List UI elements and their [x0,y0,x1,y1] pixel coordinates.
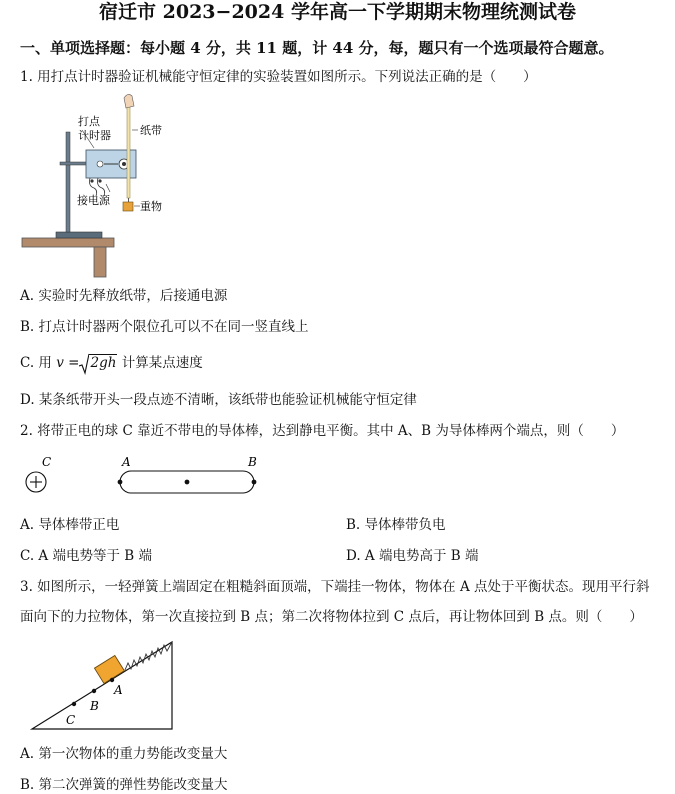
q3-option-a: A. 第一次物体的重力势能改变量大 [20,746,228,762]
incline-point-a [110,678,114,682]
point-b [252,480,257,485]
label-tape: 纸带 [140,124,162,137]
incline-point-c [72,702,76,706]
q1-stem: 1. 用打点计时器验证机械能守恒定律的实验装置如图所示。下列说法正确的是（ ） [20,69,537,85]
label-a: A [122,455,131,469]
section-heading: 一、单项选择题：每小题 4 分，共 11 题，计 44 分，每，题只有一个选项最符合题意。 [20,39,614,57]
q1-option-a: A. 实验时先释放纸带，后接通电源 [20,288,228,304]
q2-option-a: A. 导体棒带正电 [20,517,120,533]
sqrt-sign-icon [79,353,89,375]
label-timer-1: 打点 [78,115,100,128]
q1-option-b: B. 打点计时器两个限位孔可以不在同一竖直线上 [20,319,309,335]
label-ball-c: C [42,455,52,469]
q1-option-c-radicand: 2gh [90,355,117,371]
point-mid [185,480,190,485]
stand-base [56,232,102,238]
q1-option-c-suffix: 计算某点速度 [121,355,203,371]
q1-apparatus-figure [20,92,170,280]
q3-incline-figure [24,636,184,734]
q2-option-d: D. A 端电势高于 B 端 [346,548,479,564]
hand [124,94,134,108]
label-c: C [66,713,76,727]
q1-option-c-prefix: C. 用 [20,355,52,371]
paper-tape [127,106,130,198]
label-a: A [114,683,123,697]
q3-option-b: B. 第二次弹簧的弹性势能改变量大 [20,777,228,793]
weight-block [123,202,133,211]
point-a [118,480,123,485]
q1-option-c-eq: = [68,355,80,371]
label-power: 接电源 [77,194,110,207]
q1-option-c [20,350,203,376]
block [94,655,124,683]
q2-option-b: B. 导体棒带负电 [346,517,446,533]
q2-conductor-figure [20,452,270,498]
q3-stem-line1: 3. 如图所示，一轻弹簧上端固定在粗糙斜面顶端，下端挂一物体，物体在 A 点处于平衡状态。现用平行斜 [20,579,650,595]
label-b: B [90,699,99,713]
table-top [22,238,114,247]
stand-rod [66,132,70,232]
label-b: B [248,455,257,469]
page-title: 宿迁市 2023−2024 学年高一下学期期末物理统测试卷 [99,1,576,23]
q3-stem-line2: 面向下的力拉物体，第一次直接拉到 B 点；第二次将物体拉到 C 点后，再让物体回到 B 点。则（ ） [20,609,643,625]
q1-option-c-v: v [56,355,64,371]
clamp-arm [60,162,90,165]
table-leg [94,247,106,277]
label-weight: 重物 [140,200,162,213]
q2-stem: 2. 将带正电的球 C 靠近不带电的导体棒，达到静电平衡。其中 A、B 为导体棒两个端点，则（ ） [20,423,625,439]
label-timer-2: 计时器 [78,129,111,142]
incline-point-b [92,689,96,693]
q2-option-c: C. A 端电势等于 B 端 [20,548,152,564]
q1-option-d: D. 某条纸带开头一段点迹不清晰，该纸带也能验证机械能守恒定律 [20,392,417,408]
